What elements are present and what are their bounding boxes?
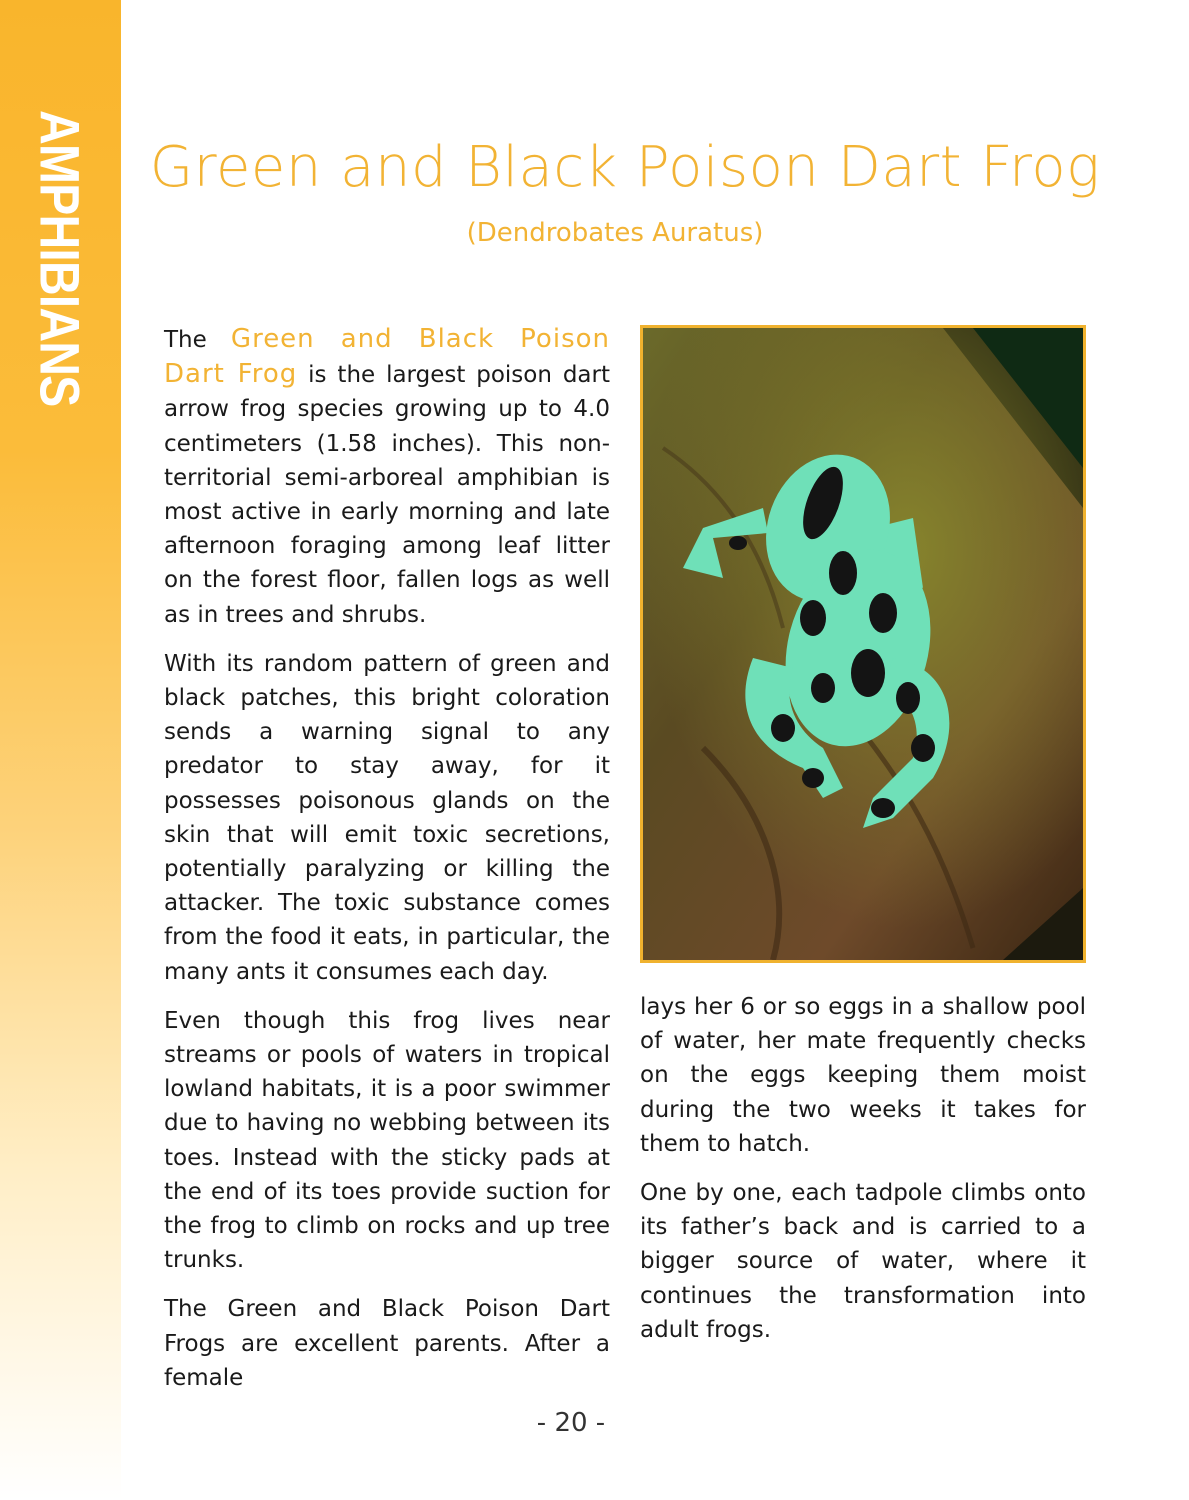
- paragraph-tadpoles: One by one, each tadpole climbs onto its father’s back and is carried to a bigger source of water, where it continues the transformation into adult frogs.: [640, 1180, 1086, 1343]
- left-column: [164, 322, 610, 1410]
- paragraph-eggs: lays her 6 or so eggs in a shallow pool of water, her mate frequently checks on the eggs keeping them moist during the two weeks it takes for them to hatch.: [640, 994, 1086, 1157]
- frog-photo: [640, 325, 1086, 963]
- paragraph-intro: [164, 322, 610, 632]
- intro-rest: is the largest poison dart arrow frog species growing up to 4.0 centimeters (1.58 inches). This non-territorial semi-arboreal amphibian is most active in early morning and late afternoon foraging among leaf litter on the forest floor, fallen logs as well as in trees and shrubs.: [164, 362, 610, 628]
- intro-lead: The: [164, 327, 207, 353]
- page-number: - 20 -: [536, 1408, 606, 1438]
- scientific-name: (Dendrobates Auratus): [466, 218, 764, 248]
- right-column: [640, 990, 1086, 1362]
- page-title: Green and Black Poison Dart Frog: [149, 135, 1101, 200]
- section-label: [10, 110, 110, 410]
- paragraph-parents: The Green and Black Poison Dart Frogs are excellent parents. After a female: [164, 1296, 610, 1391]
- paragraph-coloration: With its random pattern of green and black patches, this bright coloration sends a warning signal to any predator to stay away, for it possesses poisonous glands on the skin that will emit toxic secretions, potentially paralyzing or killing the attacker. The toxic substance comes from the food it eats, in particular, the many ants it consumes each day.: [164, 650, 610, 985]
- section-label-text: AMPHIBIANS: [28, 110, 92, 407]
- species-name-highlight: Green and Black Poison Dart Frog: [164, 324, 610, 390]
- frog-illustration: [643, 328, 1083, 960]
- paragraph-habitat: Even though this frog lives near streams or pools of waters in tropical lowland habitats, it is a poor swimmer due to having no webbing between its toes. Instead with the sticky pads at the end of its toes provide suction for the frog to climb on rocks and up tree trunks.: [164, 1007, 610, 1274]
